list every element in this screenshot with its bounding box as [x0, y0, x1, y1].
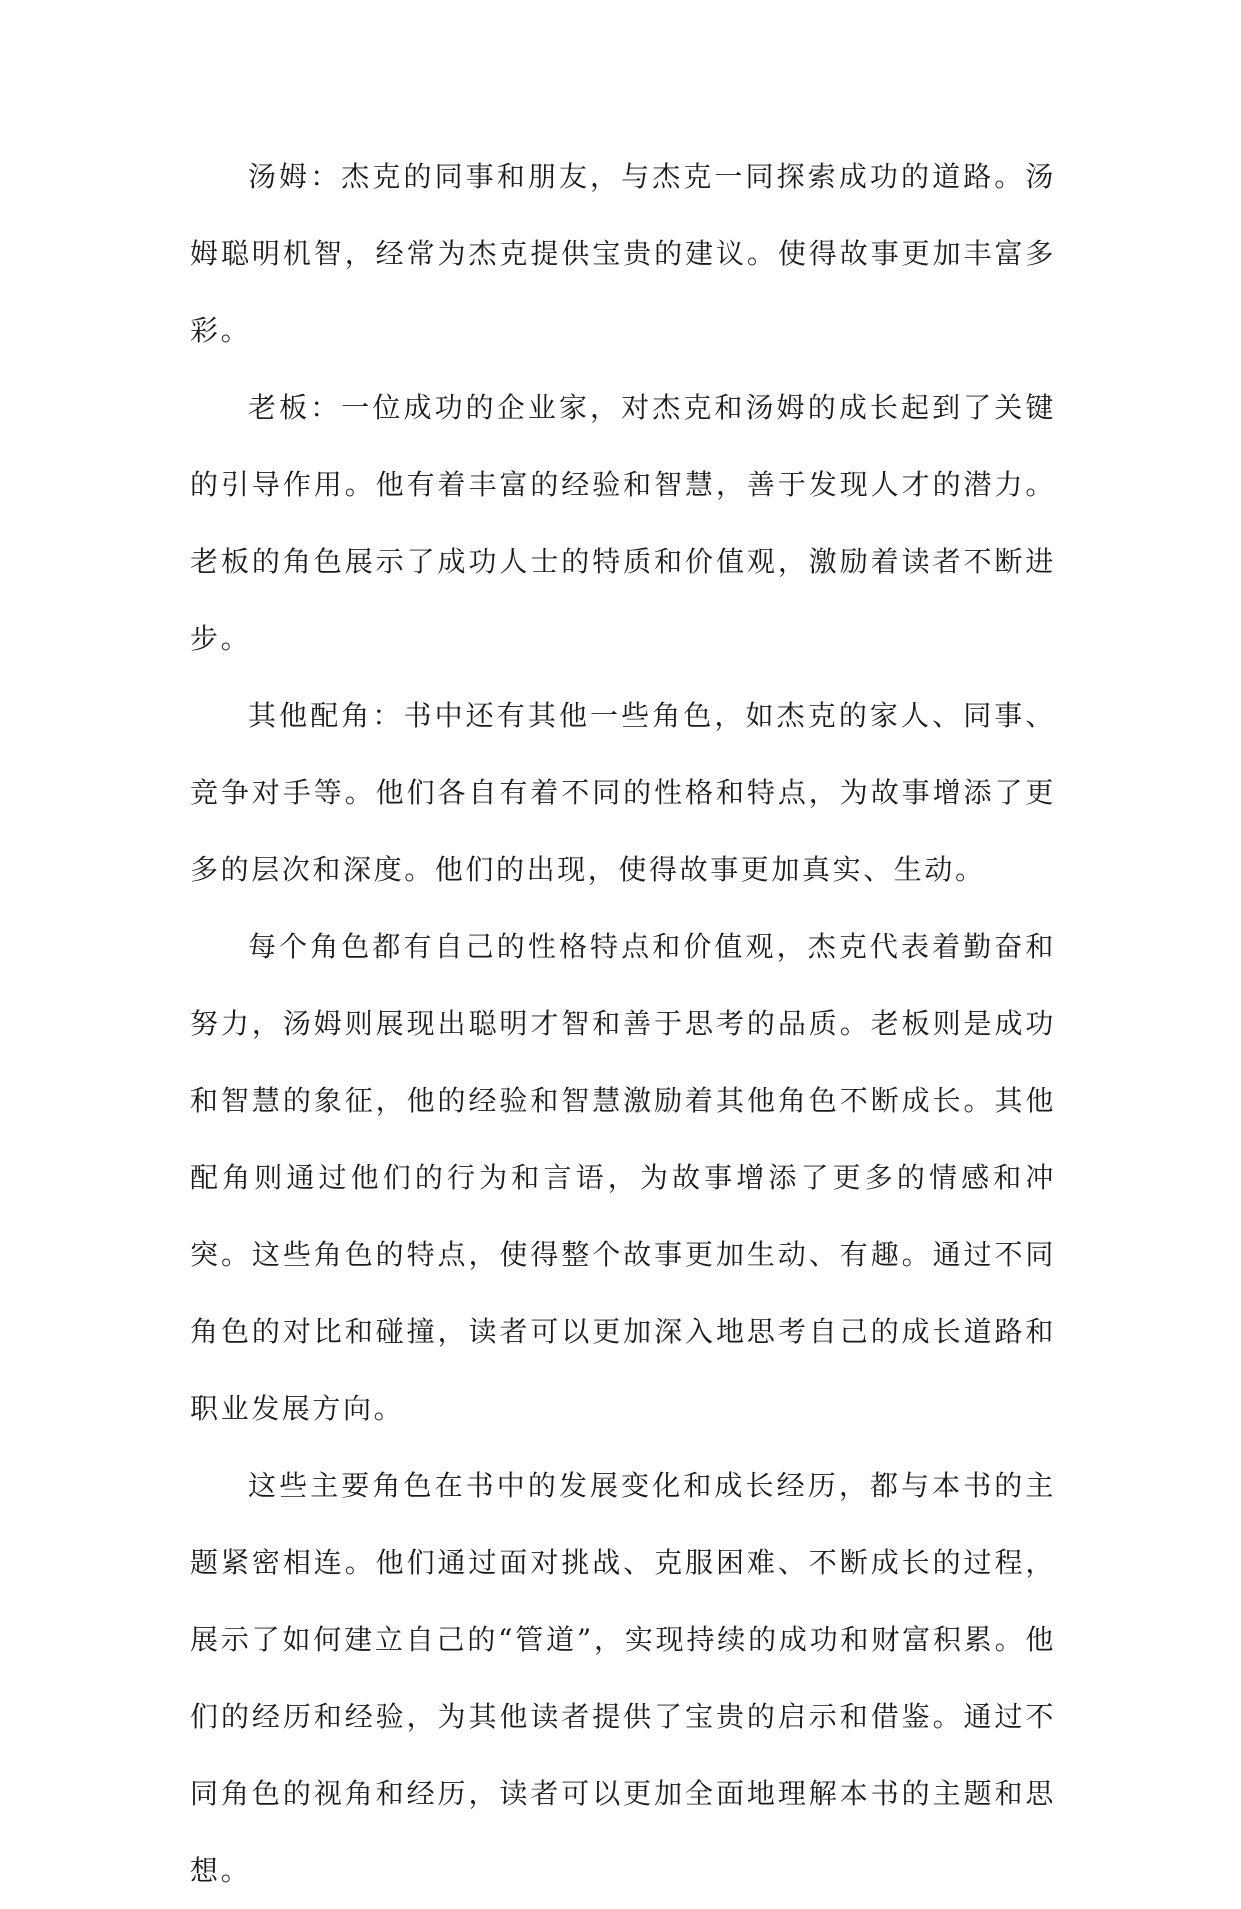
paragraph-character-traits: 每个角色都有自己的性格特点和价值观，杰克代表着勤奋和努力，汤姆则展现出聪明才智和善于思考的品质。老板则是成功和智慧的象征，他的经验和智慧激励着其他角色不断成长。其他配角则通过他们的行为和言语，为故事增添了更多的情感和冲突。这些角色的特点，使得整个故事更加生动、有趣。通过不同角色的对比和碰撞，读者可以更加深入地思考自己的成长道路和职业发展方向。: [190, 930, 1056, 1425]
paragraph-boss: 老板：一位成功的企业家，对杰克和汤姆的成长起到了关键的引导作用。他有着丰富的经验和智慧，善于发现人才的潜力。老板的角色展示了成功人士的特质和价值观，激励着读者不断进步。: [190, 391, 1056, 655]
paragraph-supporting-roles: 其他配角：书中还有其他一些角色，如杰克的家人、同事、竞争对手等。他们各自有着不同的性格和特点，为故事增添了更多的层次和深度。他们的出现，使得故事更加真实、生动。: [190, 699, 1056, 886]
document-body: [190, 138, 1056, 1909]
paragraph-theme-connection: 这些主要角色在书中的发展变化和成长经历，都与本书的主题紧密相连。他们通过面对挑战、克服困难、不断成长的过程，展示了如何建立自己的“管道”，实现持续的成功和财富积累。他们的经历和经验，为其他读者提供了宝贵的启示和借鉴。通过不同角色的视角和经历，读者可以更加全面地理解本书的主题和思想。: [190, 1469, 1056, 1887]
paragraph-tom: 汤姆：杰克的同事和朋友，与杰克一同探索成功的道路。汤姆聪明机智，经常为杰克提供宝贵的建议。使得故事更加丰富多彩。: [190, 160, 1056, 347]
